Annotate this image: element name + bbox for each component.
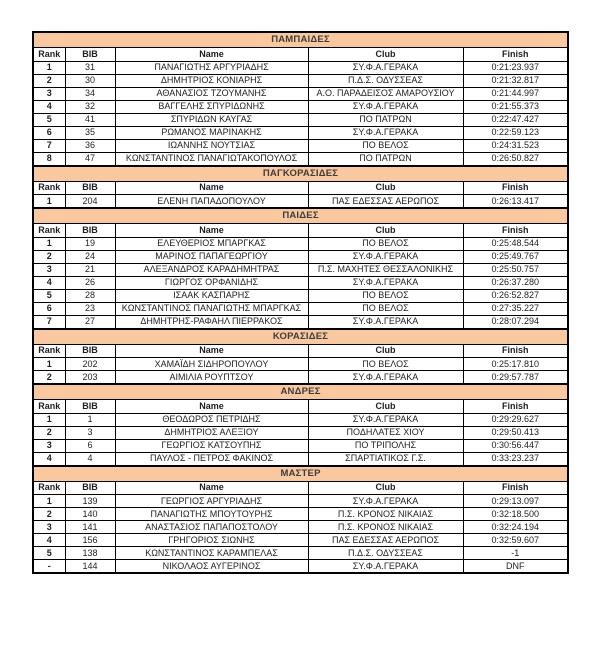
table-row bbox=[33, 413, 568, 426]
cell-bib: 28 bbox=[65, 289, 115, 302]
table-row bbox=[33, 560, 568, 574]
cell-name: ΔΗΜΗΤΡΗΣ-ΡΑΦΑΗΛ ΠΙΕΡΡΑΚΟΣ bbox=[115, 315, 308, 329]
section-band-row bbox=[33, 208, 568, 224]
cell-club: ΣΥ.Φ.Α.ΓΕΡΑΚΑ bbox=[308, 495, 463, 508]
cell-bib: 138 bbox=[65, 547, 115, 560]
cell-rank: 5 bbox=[33, 289, 65, 302]
table-row bbox=[33, 508, 568, 521]
cell-rank: 6 bbox=[33, 126, 65, 139]
cell-rank: 3 bbox=[33, 263, 65, 276]
cell-club: Π.Σ. ΚΡΟΝΟΣ ΝΙΚΑΙΑΣ bbox=[308, 521, 463, 534]
cell-bib: 3 bbox=[65, 426, 115, 439]
column-header-finish: Finish bbox=[463, 224, 568, 238]
column-header-club: Club bbox=[308, 481, 463, 495]
cell-rank: 5 bbox=[33, 547, 65, 560]
cell-bib: 35 bbox=[65, 126, 115, 139]
cell-finish: 0:26:50.827 bbox=[463, 152, 568, 166]
cell-rank: 2 bbox=[33, 371, 65, 385]
cell-club: ΠΟ ΠΑΤΡΩΝ bbox=[308, 152, 463, 166]
column-header-finish: Finish bbox=[463, 400, 568, 414]
table-row bbox=[33, 495, 568, 508]
results-sheet bbox=[32, 31, 567, 574]
table-row bbox=[33, 289, 568, 302]
cell-club: ΠΟ ΒΕΛΟΣ bbox=[308, 358, 463, 371]
cell-finish: 0:25:49.767 bbox=[463, 250, 568, 263]
cell-finish: 0:21:32.817 bbox=[463, 74, 568, 87]
cell-rank: 3 bbox=[33, 87, 65, 100]
cell-club: ΠΑΣ ΕΔΕΣΣΑΣ ΑΕΡΩΠΟΣ bbox=[308, 534, 463, 547]
table-row bbox=[33, 276, 568, 289]
cell-name: ΓΡΗΓΟΡΙΟΣ ΣΙΩΝΗΣ bbox=[115, 534, 308, 547]
cell-bib: 30 bbox=[65, 74, 115, 87]
cell-club: ΣΥ.Φ.Α.ΓΕΡΑΚΑ bbox=[308, 315, 463, 329]
cell-name: ΠΑΝΑΓΙΩΤΗΣ ΜΠΟΥΤΟΥΡΗΣ bbox=[115, 508, 308, 521]
cell-name: ΡΩΜΑΝΟΣ ΜΑΡΙΝΑΚΗΣ bbox=[115, 126, 308, 139]
cell-bib: 141 bbox=[65, 521, 115, 534]
column-header-rank: Rank bbox=[33, 48, 65, 62]
cell-club: ΣΥ.Φ.Α.ΓΕΡΑΚΑ bbox=[308, 276, 463, 289]
cell-name: ΜΑΡΙΝΟΣ ΠΑΠΑΓΕΩΡΓΙΟΥ bbox=[115, 250, 308, 263]
table-row bbox=[33, 152, 568, 166]
cell-bib: 27 bbox=[65, 315, 115, 329]
cell-rank: 1 bbox=[33, 195, 65, 209]
cell-finish: 0:27:35.227 bbox=[463, 302, 568, 315]
cell-finish: 0:29:50.413 bbox=[463, 426, 568, 439]
column-header-rank: Rank bbox=[33, 224, 65, 238]
column-header-bib: BIB bbox=[65, 48, 115, 62]
column-header-name: Name bbox=[115, 400, 308, 414]
cell-finish: 0:21:55.373 bbox=[463, 100, 568, 113]
section-band-row bbox=[33, 166, 568, 182]
cell-bib: 21 bbox=[65, 263, 115, 276]
cell-club: ΣΥ.Φ.Α.ΓΕΡΑΚΑ bbox=[308, 100, 463, 113]
cell-club: ΠΟ ΤΡΙΠΟΛΗΣ bbox=[308, 439, 463, 452]
cell-bib: 36 bbox=[65, 139, 115, 152]
cell-rank: 1 bbox=[33, 495, 65, 508]
cell-bib: 41 bbox=[65, 113, 115, 126]
cell-finish: 0:25:50.757 bbox=[463, 263, 568, 276]
table-row bbox=[33, 426, 568, 439]
cell-club: ΠΟ ΠΑΤΡΩΝ bbox=[308, 113, 463, 126]
cell-rank: 3 bbox=[33, 521, 65, 534]
section-title: ΜΑΣΤΕΡ bbox=[33, 466, 568, 482]
cell-rank: 1 bbox=[33, 358, 65, 371]
cell-name: ΑΘΑΝΑΣΙΟΣ ΤΖΟΥΜΑΝΗΣ bbox=[115, 87, 308, 100]
cell-club: Π.Δ.Σ. ΟΔΥΣΣΕΑΣ bbox=[308, 74, 463, 87]
cell-name: ΠΑΝΑΓΙΩΤΗΣ ΑΡΓΥΡΙΑΔΗΣ bbox=[115, 61, 308, 74]
cell-rank: 4 bbox=[33, 276, 65, 289]
cell-finish: 0:29:57.787 bbox=[463, 371, 568, 385]
cell-club: Π.Δ.Σ. ΟΔΥΣΣΕΑΣ bbox=[308, 547, 463, 560]
column-header-name: Name bbox=[115, 48, 308, 62]
cell-rank: 4 bbox=[33, 534, 65, 547]
cell-club: ΠΑΣ ΕΔΕΣΣΑΣ ΑΕΡΩΠΟΣ bbox=[308, 195, 463, 209]
cell-club: ΣΠΑΡΤΙΑΤΙΚΟΣ Γ.Σ. bbox=[308, 452, 463, 466]
cell-bib: 23 bbox=[65, 302, 115, 315]
cell-club: Α.Ο. ΠΑΡΑΔΕΙΣΟΣ ΑΜΑΡΟΥΣΙΟΥ bbox=[308, 87, 463, 100]
cell-finish: 0:26:37.280 bbox=[463, 276, 568, 289]
column-header-bib: BIB bbox=[65, 481, 115, 495]
cell-rank: 2 bbox=[33, 74, 65, 87]
cell-name: ΓΙΩΡΓΟΣ ΟΡΦΑΝΙΔΗΣ bbox=[115, 276, 308, 289]
cell-rank: 3 bbox=[33, 439, 65, 452]
cell-finish: 0:28:07.294 bbox=[463, 315, 568, 329]
cell-name: ΕΛΕΥΘΕΡΙΟΣ ΜΠΑΡΓΚΑΣ bbox=[115, 237, 308, 250]
cell-finish: 0:32:24.194 bbox=[463, 521, 568, 534]
cell-name: ΣΠΥΡΙΔΩΝ ΚΑΥΓΑΣ bbox=[115, 113, 308, 126]
cell-name: ΕΛΕΝΗ ΠΑΠΑΔΟΠΟΥΛΟΥ bbox=[115, 195, 308, 209]
cell-bib: 32 bbox=[65, 100, 115, 113]
cell-name: ΔΗΜΗΤΡΙΟΣ ΚΟΝΙΑΡΗΣ bbox=[115, 74, 308, 87]
cell-bib: 6 bbox=[65, 439, 115, 452]
cell-club: ΠΟ ΒΕΛΟΣ bbox=[308, 289, 463, 302]
cell-name: ΓΕΩΡΓΙΟΣ ΚΑΤΣΟΥΠΗΣ bbox=[115, 439, 308, 452]
section-title: ΑΝΔΡΕΣ bbox=[33, 384, 568, 400]
cell-finish: 0:24:31.523 bbox=[463, 139, 568, 152]
cell-club: ΠΟ ΒΕΛΟΣ bbox=[308, 302, 463, 315]
cell-name: ΧΑΜΑΪΔΗ ΣΙΔΗΡΟΠΟΥΛΟΥ bbox=[115, 358, 308, 371]
column-header-rank: Rank bbox=[33, 400, 65, 414]
cell-finish: -1 bbox=[463, 547, 568, 560]
cell-finish: 0:32:59.607 bbox=[463, 534, 568, 547]
cell-rank: 2 bbox=[33, 250, 65, 263]
cell-finish: 0:25:17.810 bbox=[463, 358, 568, 371]
cell-club: ΣΥ.Φ.Α.ΓΕΡΑΚΑ bbox=[308, 371, 463, 385]
cell-name: ΚΩΝΣΤΑΝΤΙΝΟΣ ΚΑΡΑΜΠΕΛΑΣ bbox=[115, 547, 308, 560]
column-header-row bbox=[33, 400, 568, 414]
cell-bib: 24 bbox=[65, 250, 115, 263]
column-header-row bbox=[33, 181, 568, 195]
cell-bib: 139 bbox=[65, 495, 115, 508]
cell-rank: 6 bbox=[33, 302, 65, 315]
table-row bbox=[33, 534, 568, 547]
cell-name: ΠΑΥΛΟΣ - ΠΕΤΡΟΣ ΦΑΚΙΝΟΣ bbox=[115, 452, 308, 466]
column-header-bib: BIB bbox=[65, 181, 115, 195]
cell-rank: - bbox=[33, 560, 65, 574]
cell-finish: 0:26:13.417 bbox=[463, 195, 568, 209]
table-row bbox=[33, 263, 568, 276]
cell-finish: 0:29:29.627 bbox=[463, 413, 568, 426]
table-row bbox=[33, 126, 568, 139]
cell-name: ΚΩΝΣΤΑΝΤΙΝΟΣ ΠΑΝΑΓΙΩΤΗΣ ΜΠΑΡΓΚΑΣ bbox=[115, 302, 308, 315]
cell-name: ΑΛΕΞΑΝΔΡΟΣ ΚΑΡΑΔΗΜΗΤΡΑΣ bbox=[115, 263, 308, 276]
cell-finish: 0:29:13.097 bbox=[463, 495, 568, 508]
table-row bbox=[33, 113, 568, 126]
section-band-row bbox=[33, 32, 568, 48]
column-header-club: Club bbox=[308, 48, 463, 62]
column-header-club: Club bbox=[308, 181, 463, 195]
cell-rank: 7 bbox=[33, 139, 65, 152]
table-row bbox=[33, 302, 568, 315]
cell-name: ΑΙΜΙΛΙΑ ΡΟΥΠΤΣΟΥ bbox=[115, 371, 308, 385]
table-row bbox=[33, 100, 568, 113]
cell-finish: 0:30:56.447 bbox=[463, 439, 568, 452]
cell-bib: 31 bbox=[65, 61, 115, 74]
column-header-name: Name bbox=[115, 181, 308, 195]
cell-name: ΔΗΜΗΤΡΙΟΣ ΑΛΕΞΙΟΥ bbox=[115, 426, 308, 439]
cell-finish: 0:33:23.237 bbox=[463, 452, 568, 466]
section-title: ΠΑΙΔΕΣ bbox=[33, 208, 568, 224]
table-row bbox=[33, 250, 568, 263]
cell-name: ΒΑΓΓΕΛΗΣ ΣΠΥΡΙΔΩΝΗΣ bbox=[115, 100, 308, 113]
cell-finish: 0:25:48.544 bbox=[463, 237, 568, 250]
column-header-finish: Finish bbox=[463, 48, 568, 62]
cell-rank: 7 bbox=[33, 315, 65, 329]
cell-finish: 0:22:59.123 bbox=[463, 126, 568, 139]
cell-rank: 2 bbox=[33, 508, 65, 521]
cell-rank: 4 bbox=[33, 100, 65, 113]
section-band-row bbox=[33, 466, 568, 482]
cell-rank: 1 bbox=[33, 237, 65, 250]
cell-club: Π.Σ. ΚΡΟΝΟΣ ΝΙΚΑΙΑΣ bbox=[308, 508, 463, 521]
cell-rank: 1 bbox=[33, 413, 65, 426]
column-header-rank: Rank bbox=[33, 344, 65, 358]
cell-rank: 1 bbox=[33, 61, 65, 74]
column-header-finish: Finish bbox=[463, 481, 568, 495]
cell-name: ΘΕΟΔΩΡΟΣ ΠΕΤΡΙΔΗΣ bbox=[115, 413, 308, 426]
table-row bbox=[33, 237, 568, 250]
table-row bbox=[33, 371, 568, 385]
section-title: ΚΟΡΑΣΙΔΕΣ bbox=[33, 329, 568, 345]
column-header-club: Club bbox=[308, 400, 463, 414]
table-row bbox=[33, 195, 568, 209]
cell-bib: 4 bbox=[65, 452, 115, 466]
cell-name: ΑΝΑΣΤΑΣΙΟΣ ΠΑΠΑΠΟΣΤΟΛΟΥ bbox=[115, 521, 308, 534]
cell-rank: 5 bbox=[33, 113, 65, 126]
column-header-finish: Finish bbox=[463, 181, 568, 195]
cell-club: ΣΥ.Φ.Α.ΓΕΡΑΚΑ bbox=[308, 560, 463, 574]
cell-bib: 156 bbox=[65, 534, 115, 547]
cell-club: ΠΟΔΗΛΑΤΕΣ ΧΙΟΥ bbox=[308, 426, 463, 439]
cell-finish: 0:26:52.827 bbox=[463, 289, 568, 302]
cell-finish: 0:32:18.500 bbox=[463, 508, 568, 521]
table-row bbox=[33, 87, 568, 100]
cell-bib: 144 bbox=[65, 560, 115, 574]
column-header-row bbox=[33, 481, 568, 495]
cell-club: ΣΥ.Φ.Α.ΓΕΡΑΚΑ bbox=[308, 126, 463, 139]
table-row bbox=[33, 315, 568, 329]
column-header-row bbox=[33, 48, 568, 62]
column-header-name: Name bbox=[115, 224, 308, 238]
cell-bib: 34 bbox=[65, 87, 115, 100]
cell-bib: 47 bbox=[65, 152, 115, 166]
table-row bbox=[33, 547, 568, 560]
table-row bbox=[33, 139, 568, 152]
column-header-bib: BIB bbox=[65, 344, 115, 358]
table-row bbox=[33, 358, 568, 371]
cell-finish: 0:21:44.997 bbox=[463, 87, 568, 100]
section-band-row bbox=[33, 329, 568, 345]
table-row bbox=[33, 452, 568, 466]
column-header-club: Club bbox=[308, 344, 463, 358]
column-header-bib: BIB bbox=[65, 224, 115, 238]
column-header-rank: Rank bbox=[33, 481, 65, 495]
cell-bib: 204 bbox=[65, 195, 115, 209]
results-table bbox=[32, 31, 569, 574]
cell-rank: 8 bbox=[33, 152, 65, 166]
cell-bib: 202 bbox=[65, 358, 115, 371]
table-row bbox=[33, 61, 568, 74]
cell-rank: 2 bbox=[33, 426, 65, 439]
column-header-name: Name bbox=[115, 344, 308, 358]
column-header-club: Club bbox=[308, 224, 463, 238]
cell-name: ΝΙΚΟΛΑΟΣ ΑΥΓΕΡΙΝΟΣ bbox=[115, 560, 308, 574]
column-header-rank: Rank bbox=[33, 181, 65, 195]
cell-finish: 0:21:23.937 bbox=[463, 61, 568, 74]
cell-finish: DNF bbox=[463, 560, 568, 574]
cell-bib: 19 bbox=[65, 237, 115, 250]
table-row bbox=[33, 74, 568, 87]
column-header-row bbox=[33, 224, 568, 238]
cell-club: Π.Σ. ΜΑΧΗΤΕΣ ΘΕΣΣΑΛΟΝΙΚΗΣ bbox=[308, 263, 463, 276]
cell-club: ΣΥ.Φ.Α.ΓΕΡΑΚΑ bbox=[308, 413, 463, 426]
table-row bbox=[33, 521, 568, 534]
cell-bib: 203 bbox=[65, 371, 115, 385]
section-title: ΠΑΓΚΟΡΑΣΙΔΕΣ bbox=[33, 166, 568, 182]
section-band-row bbox=[33, 384, 568, 400]
column-header-bib: BIB bbox=[65, 400, 115, 414]
cell-club: ΠΟ ΒΕΛΟΣ bbox=[308, 237, 463, 250]
cell-bib: 140 bbox=[65, 508, 115, 521]
table-row bbox=[33, 439, 568, 452]
cell-club: ΠΟ ΒΕΛΟΣ bbox=[308, 139, 463, 152]
cell-bib: 26 bbox=[65, 276, 115, 289]
cell-name: ΚΩΝΣΤΑΝΤΙΝΟΣ ΠΑΝΑΓΙΩΤΑΚΟΠΟΥΛΟΣ bbox=[115, 152, 308, 166]
section-title: ΠΑΜΠΑΙΔΕΣ bbox=[33, 32, 568, 48]
cell-club: ΣΥ.Φ.Α.ΓΕΡΑΚΑ bbox=[308, 250, 463, 263]
column-header-name: Name bbox=[115, 481, 308, 495]
cell-finish: 0:22:47.427 bbox=[463, 113, 568, 126]
cell-rank: 4 bbox=[33, 452, 65, 466]
cell-bib: 1 bbox=[65, 413, 115, 426]
column-header-finish: Finish bbox=[463, 344, 568, 358]
column-header-row bbox=[33, 344, 568, 358]
cell-name: ΙΣΑΑΚ ΚΑΣΠΑΡΗΣ bbox=[115, 289, 308, 302]
cell-name: ΓΕΩΡΓΙΟΣ ΑΡΓΥΡΙΑΔΗΣ bbox=[115, 495, 308, 508]
cell-club: ΣΥ.Φ.Α.ΓΕΡΑΚΑ bbox=[308, 61, 463, 74]
cell-name: ΙΩΑΝΝΗΣ ΝΟΥΤΣΙΑΣ bbox=[115, 139, 308, 152]
